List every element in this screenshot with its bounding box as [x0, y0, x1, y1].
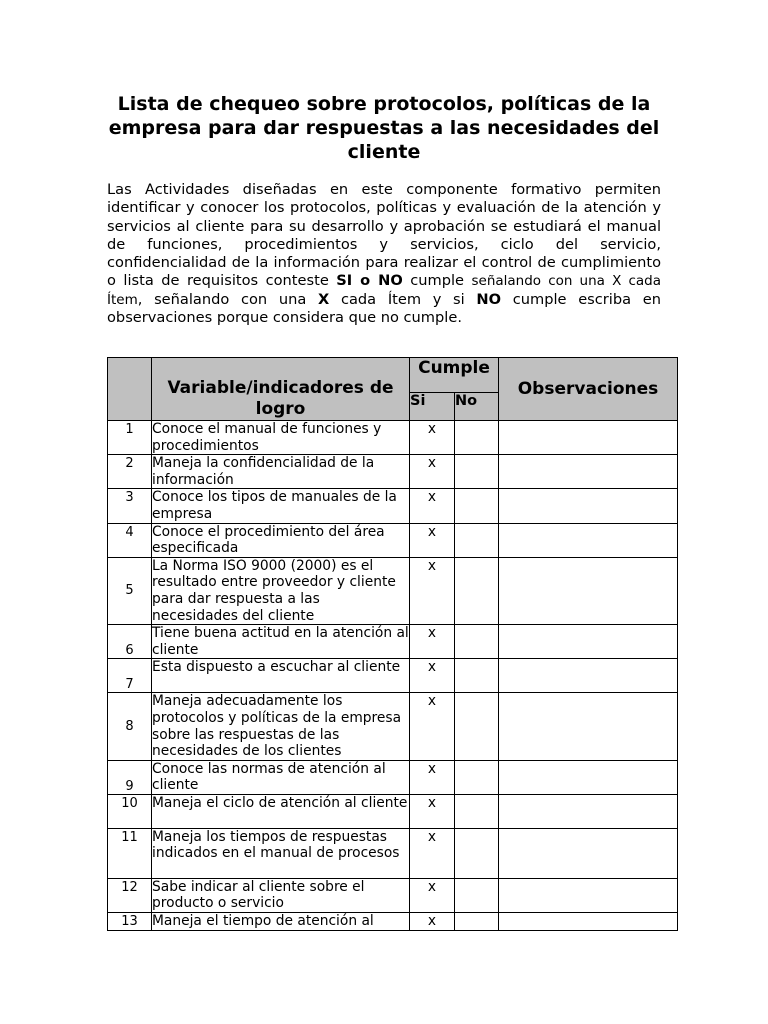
table-row	[108, 828, 678, 878]
row-si-mark: x	[410, 913, 455, 931]
row-observation	[499, 557, 678, 624]
row-indicator: La Norma ISO 9000 (2000) es el resultado entre proveedor y cliente para dar respuesta a las necesidades del cliente	[152, 557, 410, 624]
header-cumple: Cumple	[410, 358, 499, 393]
checklist-table	[107, 357, 678, 931]
row-observation	[499, 523, 678, 557]
row-no-mark	[455, 489, 499, 523]
table-row	[108, 693, 678, 760]
row-indicator: Maneja el tiempo de atención al	[152, 913, 410, 931]
row-observation	[499, 659, 678, 693]
table-row	[108, 760, 678, 794]
intro-text-3: señalando con una X cada Ítem	[107, 273, 661, 308]
table-row	[108, 523, 678, 557]
header-observaciones: Observaciones	[499, 358, 678, 421]
intro-paragraph	[107, 181, 661, 327]
row-si-mark: x	[410, 878, 455, 912]
row-number: 6	[108, 625, 152, 659]
table-row	[108, 489, 678, 523]
row-si-mark: x	[410, 489, 455, 523]
row-number: 8	[108, 693, 152, 760]
row-indicator: Esta dispuesto a escuchar al cliente	[152, 659, 410, 693]
row-no-mark	[455, 557, 499, 624]
intro-si-no: SI o NO	[336, 272, 403, 290]
row-no-mark	[455, 659, 499, 693]
row-observation	[499, 828, 678, 878]
intro-text-5: cada Ítem y si	[329, 290, 477, 308]
row-number: 12	[108, 878, 152, 912]
intro-text-1: Las Actividades diseñadas en este componente formativo permiten identificar y conocer los protocolos, políticas y evaluación de la atención y servicios al cliente para su desarrollo y aprobación se estudiará el manual de funciones, procedimientos y servicios, ciclo del servicio, confidencialidad de la información para realizar el control de cumplimiento o lista de requisitos conteste	[107, 181, 661, 290]
row-indicator: Maneja la confidencialidad de la información	[152, 455, 410, 489]
table-row	[108, 625, 678, 659]
intro-text-6: cumple escriba en observaciones porque considera que no cumple.	[107, 290, 661, 327]
row-si-mark: x	[410, 760, 455, 794]
row-si-mark: x	[410, 523, 455, 557]
row-si-mark: x	[410, 455, 455, 489]
row-number: 2	[108, 455, 152, 489]
row-no-mark	[455, 913, 499, 931]
row-number: 4	[108, 523, 152, 557]
intro-no: NO	[476, 290, 502, 308]
document-title: Lista de chequeo sobre protocolos, políticas de la empresa para dar respuestas a las necesidades del cliente	[108, 93, 660, 163]
row-observation	[499, 421, 678, 455]
row-indicator: Conoce los tipos de manuales de la empresa	[152, 489, 410, 523]
row-observation	[499, 489, 678, 523]
row-number: 5	[108, 557, 152, 624]
row-number: 9	[108, 760, 152, 794]
intro-text-4: , señalando con una	[137, 290, 318, 308]
row-si-mark: x	[410, 557, 455, 624]
row-no-mark	[455, 828, 499, 878]
row-number: 10	[108, 794, 152, 828]
row-observation	[499, 913, 678, 931]
row-si-mark: x	[410, 794, 455, 828]
row-indicator: Tiene buena actitud en la atención al cliente	[152, 625, 409, 658]
header-no: No	[455, 393, 499, 421]
row-no-mark	[455, 421, 499, 455]
table-row	[108, 794, 678, 828]
row-indicator: Maneja los tiempos de respuestas indicados en el manual de procesos	[152, 828, 410, 878]
row-no-mark	[455, 878, 499, 912]
row-no-mark	[455, 760, 499, 794]
row-si-mark: x	[410, 693, 455, 760]
row-no-mark	[455, 625, 499, 659]
table-row	[108, 455, 678, 489]
table-row	[108, 421, 678, 455]
header-si: Si	[410, 393, 455, 421]
header-number	[108, 358, 152, 421]
row-observation	[499, 693, 678, 760]
row-number: 13	[108, 913, 152, 931]
row-indicator: Conoce las normas de atención al cliente	[152, 760, 410, 794]
row-observation	[499, 760, 678, 794]
row-no-mark	[455, 794, 499, 828]
table-row	[108, 659, 678, 693]
row-indicator: Maneja adecuadamente los protocolos y políticas de la empresa sobre las respuestas de las necesidades de los clientes	[152, 693, 410, 760]
table-row	[108, 557, 678, 624]
row-number: 3	[108, 489, 152, 523]
row-indicator: Conoce el manual de funciones y procedimientos	[152, 421, 410, 455]
row-no-mark	[455, 693, 499, 760]
row-observation	[499, 878, 678, 912]
row-number: 11	[108, 828, 152, 878]
row-si-mark: x	[410, 421, 455, 455]
table-row	[108, 878, 678, 912]
intro-x: X	[318, 290, 330, 308]
row-si-mark: x	[410, 625, 455, 659]
row-si-mark: x	[410, 828, 455, 878]
header-variable: Variable/indicadores de logro	[152, 358, 410, 421]
row-observation	[499, 455, 678, 489]
row-number: 1	[108, 421, 152, 455]
intro-text-2: cumple	[402, 272, 472, 290]
table-row	[108, 913, 678, 931]
row-observation	[499, 625, 678, 659]
row-number: 7	[108, 659, 152, 693]
row-si-mark: x	[410, 659, 455, 693]
row-no-mark	[455, 523, 499, 557]
row-indicator: Maneja el ciclo de atención al cliente	[152, 794, 410, 828]
row-indicator: Sabe indicar al cliente sobre el producto o servicio	[152, 878, 410, 912]
row-observation	[499, 794, 678, 828]
row-no-mark	[455, 455, 499, 489]
row-indicator: Conoce el procedimiento del área especificada	[152, 523, 410, 557]
